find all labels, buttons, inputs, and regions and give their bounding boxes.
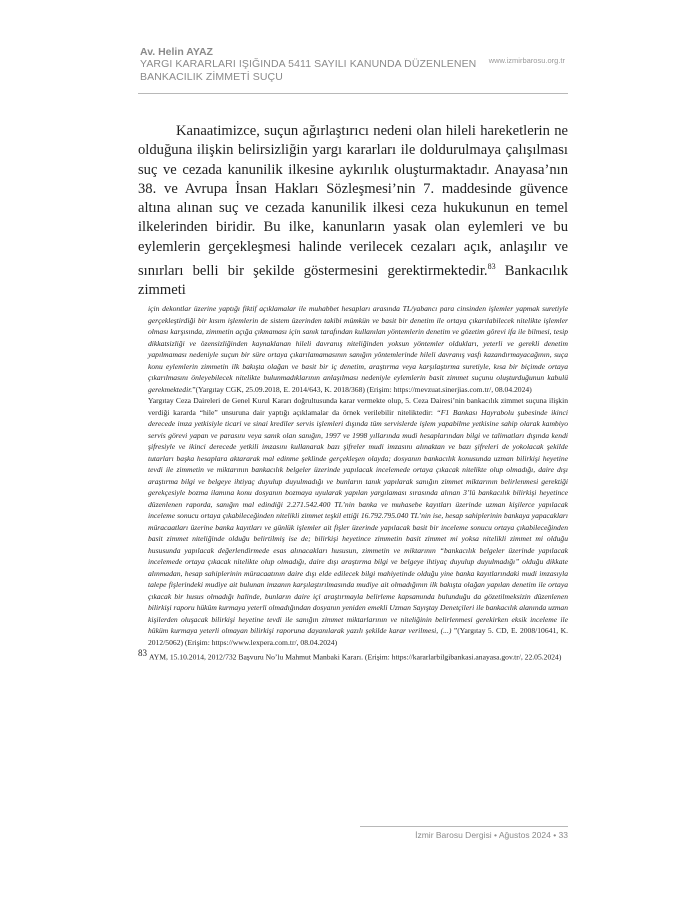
footnote-second-quote: “F1 Bankası Hayrabolu şubesinde ikinci derecede imza yetkisiyle ticari ve sinai krediler servis işlemleri dışında tüm servislerde işlem yapabilme yetkisine sahip olarak kambiyo servis görevi yapan ve parasını veya sanık olan sanığın, 1997 ve 1998 yıllarında mudi hesaplarından bilgi ve talimatları dışında kendi şifresiyle ve ikinci derecede yetkili imzasını kullanarak bazı şifreler mudi imzasını alınaktan ve bazı şifreleri de yokolacak şekilde tutarları başka hesaplara aktararak mal edinme şeklinde gerçekleşen olayda; dosyanın bankacılık konusunda uzman bilirkişi heyetine tevdi ile zimmetin ve miktarının bankacılık belgeler üzerinde yapılacak incelemede ortaya çıkacak nitelikte olup olmadığı, daire dışı araştırma bilgi ve belgeye ihtiyaç duyulup duyulmadığı ve bunların tanık yapılarak sanığın zimmet miktarının belirlenmesi gerektiği gerekçesiyle bozma ilamına konu dosyanın bozmaya uyularak yapılan yargılaması sırasında alınan 3’lü bankacılık bilirkişi heyetince düzenlenen raporda, sanığın mal edindiği 2.271.542.400 TL’nin banka ve muhasebe kayıtları üzerinde uzman kişilerce yapılacak inceleme sonucu ortaya çıkabileceğinden nitelikli zimmet teşkil ettiği 16.792.795.040 TL’nin ise, hesap sahiplerinin bankaya yapacakları müracaatları üzerine banka kayıtları ve günlük işlemler ait fişler üzerinde yapılacak basit bir inceleme sonucu ortaya çıkabileceğinden basit zimmet niteliğinde olduğu belirtilmiş ise de; bilirkişi heyetince zimmetin basit zimmet mi yoksa nitelikli zimmet mi olduğu hususunda yapılacak değerlendirmede esas alınacakları hususun, zimmetin ve miktarının “bankacılık belgeler üzerinde yapılacak incelemede ortaya çıkacak nitelikte olup olmadığı, daire dışı araştırma bilgi ve belgeye ihtiyaç duyulup duyulmadığı” olduğu dikkate alınmadan, hesap sahiplerinin müracaatının daire dışı elde edilecek bilgi mahiyetinde olduğu yine banka kayıtlarındaki mudi imzasıyla talepe fişlerindeki mudiye ait bulunan imzanın karşılaştırılmasında mudiye ait olmadığının ilk bakışta olağan yapılan denetim ile ortaya çıkacak bir husus olmadığı halinde, bunların daire içi araştırmayla belirleme kapsamında bulunduğu da gözetilmeksizin düzenlenen bilirkişi raporu hüküm kurmaya yeterli olmadığından dosyanın yeniden emekli Uzman Sayıştay Denetçileri ile bankacılık alanında uzman kişilerden oluşacak bilirkişi heyetine tevdi ile sanığın zimmet miktarlarının ve niteliğinin belirlenmesi gerekirken eksik inceleme ile hüküm kurmaya yeterli olmayan bilirkişi raporuna dayanılarak yazılı şekilde karar verilmesi, (...): [148, 407, 568, 635]
footer-divider: [360, 826, 568, 827]
footnote-83-text: AYM, 15.10.2014, 2012/732 Başvuru No’lu Mahmut Manbaki Kararı. (Erişim: https://kararlarbilgibankasi.anayasa.gov.tr/, 22.05.2024): [149, 652, 562, 662]
article-title-line1: YARGI KARARLARI IŞIĞINDA 5411 SAYILI KANUNDA DÜZENLENEN: [140, 58, 477, 70]
footnote-second-citation: ”(Yargıtay 5. CD, E. 2008/10641, K. 2012/5062) (Erişim: https://www.lexpera.com.tr/, 08.04.2024): [148, 626, 568, 647]
footnote-citation: ”(Yargıtay CGK, 25.09.2018, E. 2014/643, K. 2018/368) (Erişim: https://mevzuat.sinerjias.com.tr/, 08.04.2024): [192, 384, 532, 394]
author-name: Av. Helin AYAZ: [140, 46, 213, 58]
footnotes: [138, 303, 568, 663]
footnote-83: [138, 648, 568, 663]
paragraph-text: Kanaatimizce, suçun ağırlaştırıcı nedeni olan hileli hareketlerin ne olduğuna ilişkin belirsizliğin yargı kararları ile doldurulmaya çalışılması suç ve cezada kanunilik ilkesine aykırılık oluşturmaktadır. Anayasa’nın 38. ve Avrupa İnsan Hakları Sözleşmesi’nin 7. maddesinde güvence altına alınan suç ve cezada kanunilik ilkesi ceza hukukunun en temel ilkelerinden biridir. Bu ilke, kanunların yasak olan eylemleri ve bu eylemlerin gerçekleşmesi halinde verilecek cezaları açık, anlaşılır ve sınırları belli bir şekilde göstermesini gerektirmektedir.: [138, 123, 568, 279]
running-header: [140, 46, 580, 84]
body-text: [138, 122, 568, 301]
header-divider: [138, 93, 568, 94]
footnote-ref-83[interactable]: 83: [487, 262, 496, 272]
paragraph-tail: Bankacılık zimmeti: [138, 262, 568, 299]
footnote-second: [148, 395, 568, 648]
footnote-quote: için dekontlar üzerine yaptığı fiktif açıklamalar ile muhabbet hesapları arasında TL/yabancı para cinsinden işlemler yapmak suretiyle gerçekleştirdiği bir kısım işlemlerin de sistem üzerinden takibi mümkün ve basit bir denetim ile ortaya çıkarılabilecek nitelikte işlemler olması karşısında, zimmetin açığa çıkmaması için sanık tarafından kullanılan yöntemlerin denetim ve gözetim görevi ifa ile bilmesi, tesip dikkatsizliği ve özensizliğinden kaynaklanan hileli davranış niteliğinden yoksun yöntemler oldukları, yeterli ve gerekli denetim yapılmaması nedeniyle suçun bir süre ortaya çıkarılamamasının sanığın yöntemlerinde hileli davranış vasfı kazandırmayacağının, suça konu eylemlerin zimmetin ilk bakışta olağan ve basit bir iç denetim, araştırma veya karşılaştırma suretiyle, kısa bir biçimde ortaya çıkarılmasını önleyebilecek nitelikte bulunmadıklarının anlaşılması nedeniyle eylemlerin basit zimmet suçunu oluşturduğunun kabulü gerekmektedir.: [148, 304, 568, 394]
page-footer: İzmir Barosu Dergisi • Ağustos 2024 • 33: [415, 830, 568, 840]
website-link[interactable]: www.izmirbarosu.org.tr: [488, 56, 565, 65]
footnote-number: 83: [138, 648, 147, 658]
footnote-continuation: [148, 303, 568, 395]
footnote-intro: Yargıtay Ceza Daireleri de Genel Kurul Kararı doğrultusunda karar vermekte olup, 5. Ceza Dairesi’nin bankacılık zimmet suçuna ilişkin verdiği kararda “hile” unsuruna dair yaptığı açıklamalar da örnek verilebilir niteliktedir:: [148, 396, 568, 417]
article-title-line2: BANKACILIK ZİMMETİ SUÇU: [140, 71, 283, 83]
body-paragraph: [138, 122, 568, 301]
